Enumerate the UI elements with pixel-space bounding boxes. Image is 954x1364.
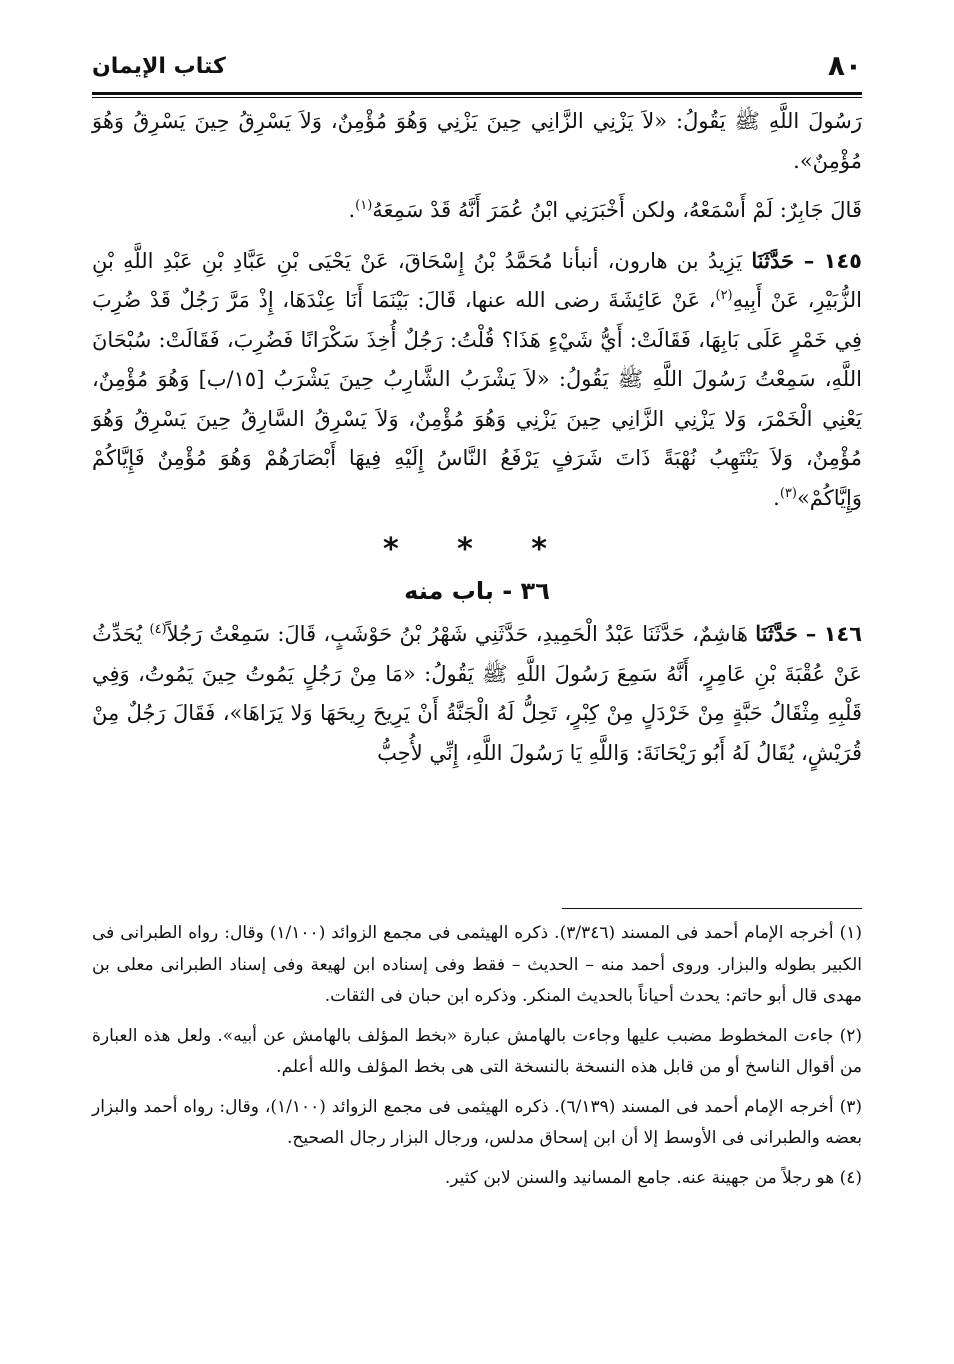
hadith-145-end: . xyxy=(773,485,780,510)
footnote-ref-3: (٣) xyxy=(779,485,797,501)
header-rule xyxy=(92,92,862,95)
hadith-146 xyxy=(92,614,862,773)
header-rule-thin xyxy=(92,97,862,98)
footnote-1: (١) أخرجه الإمام أحمد فى المسند (٣/٣٤٦). ذكره الهيثمى فى مجمع الزوائد (١/١٠٠) وقال: رواه الطبرانى فى الكبير بطوله والبزار. وروى أحمد منه – الحديث – فقط وفى إسناده ابن لهيعة وفى إسناد الطبرانى معلى بن مهدى قال أبو حاتم: يحدث أحياناً بالحديث المنكر. وذكره ابن حبان فى الثقات. xyxy=(92,923,863,1006)
footnote-ref-2: (٢) xyxy=(715,288,733,303)
hadith-145 xyxy=(92,241,862,519)
footnote-4: (٤) هو رجلاً من جهينة عنه. جامع المسانيد والسنن لابن كثير. xyxy=(444,1167,862,1188)
main-text xyxy=(92,102,862,773)
book-page xyxy=(92,44,862,1344)
hadith-146-matn: يُحَدِّثُ عَنْ عُقْبَةَ بْنِ عَامِرٍ، أَنَّهُ سَمِعَ رَسُولَ اللَّهِ ﷺ يَقُولُ: «مَا مِنْ رَجُلٍ يَمُوتُ حِينَ يَمُوتُ، وَفِي قَلْبِهِ مِثْقَالُ حَبَّةٍ مِنْ خَرْدَلٍ مِنْ كِبْرٍ، تَحِلُّ لَهُ الْجَنَّةُ أَنْ يَرِيحَ رِيحَهَا وَلا يَرَاهَا»، فَقَالَ رَجُلٌ مِنْ قُرَيْشٍ، يُقَالُ لَهُ أَبُو رَيْحَانَةَ: وَاللَّهِ يَا رَسُولَ اللَّهِ، إِنِّي لأُحِبُّ xyxy=(92,622,862,765)
page-number: ٨٠ xyxy=(827,49,862,82)
chapter-heading: ٣٦ - باب منه xyxy=(404,577,550,605)
hadith-146-lead: – حَدَّثَنَا xyxy=(755,621,817,646)
footnotes xyxy=(92,918,862,1202)
hadith-146-number: ١٤٦ xyxy=(823,622,863,646)
footnote-ref-4: (٤) xyxy=(149,622,167,637)
page-header xyxy=(92,44,862,86)
footnote-2: (٢) جاءت المخطوط مضبب عليها وجاءت بالهامش عبارة «بخط المؤلف بالهامش عن أبيه». ولعل هذه العبارة من أقوال الناسخ أو من قابل هذه النسخة بالنسخة التى هى بخط المؤلف والله أعلم. xyxy=(92,1025,862,1077)
hadith-145-matn: ، عَنْ عَائِشَةَ رضى الله عنها، قَالَ: بَيْنَمَا أَنَا عِنْدَهَا، إِذْ مَرَّ رَجُلٌ قَدْ ضُرِبَ فِي خَمْرٍ عَلَى بَابِهَا، فَقَالَتْ: أَيُّ شَيْءٍ هَذَا؟ قُلْتُ: رَجُلٌ أُخِذَ سَكْرَانًا فَضُرِبَ، فَقَالَتْ: سُبْحَانَ اللَّهِ، سَمِعْتُ رَسُولَ اللَّهِ ﷺ يَقُولُ: «لاَ يَشْرَبُ الشَّارِبُ حِينَ يَشْرَبُ [١٥/ب] وَهُوَ مُؤْمِنٌ، يَعْنِي الْخَمْرَ، وَلا يَزْنِي الزَّانِي حِينَ يَزْنِي وَهُوَ مُؤْمِنٌ، وَلاَ يَسْرِقُ السَّارِقُ حِينَ يَسْرِقُ وَهُوَ مُؤْمِنٌ، وَلاَ يَنْتَهِبُ نُهْبَةً ذَاتَ شَرَفٍ يَرْفَعُ النَّاسُ إِلَيْهِ فِيهَا أَبْصَارَهُمْ وَهُوَ مُؤْمِنٌ فَإِيَّاكُمْ وَإِيَّاكُمْ» xyxy=(92,288,862,510)
hadith-145-isnad: يَزِيدُ بن هارون، أنبأنا مُحَمَّدُ بْنُ إِسْحَاقَ، عَنْ يَحْيَى بْنِ عَبَّادِ بْنِ عَبْدِ اللَّهِ بْنِ الزُّبَيْرِ، عَنْ أَبِيهِ xyxy=(92,248,862,312)
jabir-statement-end: . xyxy=(348,198,356,222)
footnote-3: (٣) أخرجه الإمام أحمد فى المسند (٦/١٣٩). ذكره الهيثمى فى مجمع الزوائد (١/١٠٠)، وقال: رواه أحمد والبزار بعضه والطبرانى فى الأوسط إلا أن ابن إسحاق مدلس، ورجال البزار رجال الصحيح. xyxy=(92,1096,862,1148)
jabir-statement-text: قَالَ جَابِرٌ: لَمْ أَسْمَعْهُ، ولكن أَخْبَرَنِي ابْنُ عُمَرَ أَنَّهُ قَدْ سَمِعَهُ xyxy=(372,198,862,222)
hadith-145-number: ١٤٥ xyxy=(823,248,862,273)
hadith-145-lead: – حَدَّثَنَا xyxy=(751,247,815,273)
footnote-ref-1: (١) xyxy=(355,198,373,213)
continued-hadith-text: رَسُولَ اللَّهِ ﷺ يَقُولُ: «لاَ يَزْنِي الزَّانِي حِينَ يَزْنِي وَهُوَ مُؤْمِنٌ، وَلاَ يَسْرِقُ حِينَ يَسْرِقُ وَهُوَ مُؤْمِنٌ». xyxy=(92,109,862,173)
footnote-rule xyxy=(562,908,862,909)
hadith-146-isnad: هَاشِمٌ، حَدَّثَنَا عَبْدُ الْحَمِيدِ، حَدَّثَنِي شَهْرُ بْنُ حَوْشَبٍ، قَالَ: سَمِعْتُ رَجُلاً xyxy=(166,622,748,646)
section-separator: * * * xyxy=(383,532,571,567)
book-title: كتاب الإيمان xyxy=(92,54,226,79)
jabir-statement xyxy=(92,191,862,231)
